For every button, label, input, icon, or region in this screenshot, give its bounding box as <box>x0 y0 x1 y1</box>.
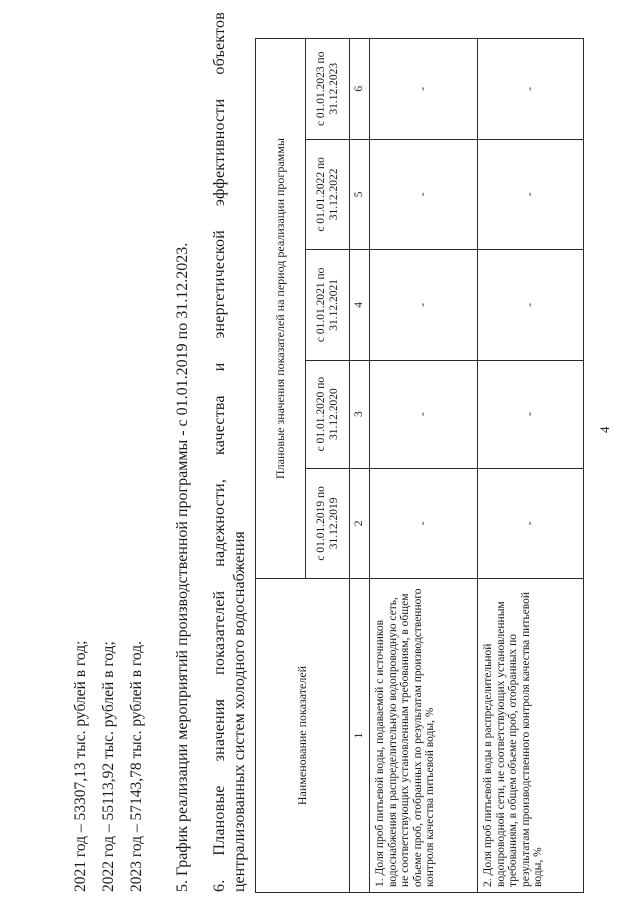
indicator-value: - <box>478 139 584 250</box>
indicator-value: - <box>370 468 478 579</box>
header-period-2021: с 01.01.2021 по 31.12.2021 <box>306 250 350 361</box>
page-number: 4 <box>597 426 612 433</box>
indicators-table <box>255 38 584 893</box>
indicator-name: 2. Доля проб питьевой воды в распределительной водопроводной сети, не соответствующих установленным требованиям, в общем объеме проб, отобранных по результатам производственного контроля качества питьевой воды, % <box>478 579 584 893</box>
indicator-value: - <box>478 468 584 579</box>
indicator-value: - <box>478 39 584 140</box>
section-6-heading-line1: 6. Плановые значения показателей надежности, качества и энергетической эффективности объектов <box>211 12 228 892</box>
section-6-heading <box>210 12 250 892</box>
indicator-value: - <box>370 139 478 250</box>
column-number: 4 <box>350 250 370 361</box>
indicator-name: 1. Доля проб питьевой воды, подаваемой с источников водоснабжения в распределительную водопроводную сеть, не соответствующих установленным требованиям, в общем объеме проб, отобранных по результатам производственного контроля качества питьевой воды, % <box>370 579 478 893</box>
column-number: 6 <box>350 39 370 140</box>
indicator-value: - <box>478 250 584 361</box>
budget-line-2022: 2022 год – 55113,92 тыс. рублей в год; <box>100 641 117 892</box>
table-row <box>370 39 478 893</box>
header-planned-values: Плановые значения показателей на период реализации программы <box>256 39 306 579</box>
header-indicator-name: Наименование показателей <box>256 579 350 893</box>
header-period-2022: с 01.01.2022 по 31.12.2022 <box>306 139 350 250</box>
column-number: 2 <box>350 468 370 579</box>
indicator-value: - <box>370 39 478 140</box>
section-5-heading: 5. График реализации мероприятий производственной программы - с 01.01.2019 по 31.12.2023. <box>174 242 191 892</box>
header-period-2023: с 01.01.2023 по 31.12.2023 <box>306 39 350 140</box>
column-number: 1 <box>350 579 370 893</box>
budget-line-2021: 2021 год – 53307,13 тыс. рублей в год; <box>72 640 89 892</box>
section-6-heading-line2: централизованных систем холодного водоснабжения <box>231 531 248 892</box>
column-number: 3 <box>350 360 370 468</box>
indicator-value: - <box>370 250 478 361</box>
budget-line-2023: 2023 год – 57143,78 тыс. рублей в год. <box>128 641 145 892</box>
header-period-2019: с 01.01.2019 по 31.12.2019 <box>306 468 350 579</box>
column-number: 5 <box>350 139 370 250</box>
indicator-value: - <box>478 360 584 468</box>
table-row <box>478 39 584 893</box>
indicator-value: - <box>370 360 478 468</box>
header-period-2020: с 01.01.2020 по 31.12.2020 <box>306 360 350 468</box>
